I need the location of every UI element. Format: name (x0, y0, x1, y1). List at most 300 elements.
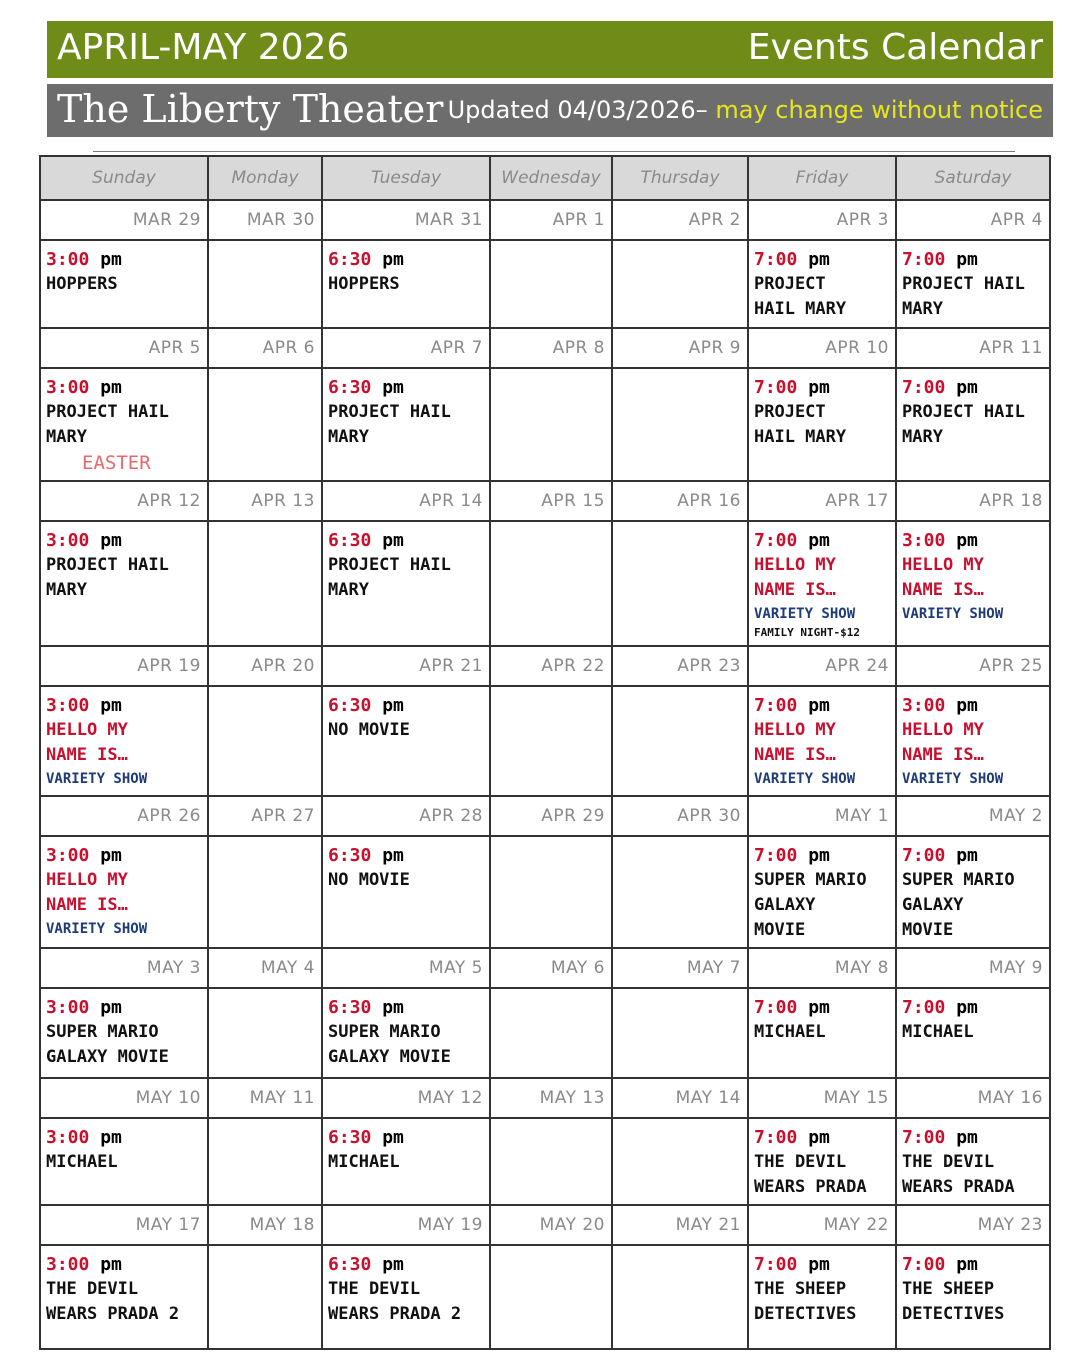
event-title-line: NAME IS… (754, 745, 836, 765)
showtime-ampm: pm (382, 845, 404, 866)
event-title-line: GALAXY (902, 895, 964, 915)
event-cell[interactable] (322, 240, 490, 328)
event-cell[interactable] (322, 836, 490, 948)
date-label: APR 5 (40, 328, 208, 368)
event-cell[interactable] (748, 836, 896, 948)
date-label: APR 6 (208, 328, 322, 368)
showtime (328, 693, 485, 718)
event-title-line: NO MOVIE (328, 870, 410, 890)
showtime (754, 843, 891, 868)
event-title-line: NAME IS… (754, 580, 836, 600)
showtime (754, 247, 891, 272)
date-row (40, 646, 1050, 686)
date-label: APR 11 (896, 328, 1050, 368)
weekday-header: Monday (208, 156, 322, 200)
showtime-ampm: pm (956, 695, 978, 716)
showtime-hour: 7:00 (754, 530, 798, 551)
showtime-ampm: pm (382, 1254, 404, 1275)
event-cell[interactable] (748, 988, 896, 1078)
event-title-line: NAME IS… (902, 745, 984, 765)
date-row (40, 796, 1050, 836)
event-title-line: PROJECT HAIL (902, 402, 1025, 422)
event-cell[interactable] (748, 1245, 896, 1349)
showtime-ampm: pm (100, 249, 122, 270)
showtime (754, 995, 891, 1020)
event-title-line: HOPPERS (46, 274, 118, 294)
showtime-hour: 7:00 (902, 249, 946, 270)
event-row (40, 988, 1050, 1078)
showtime (902, 693, 1045, 718)
showtime (46, 1125, 203, 1150)
event-title-line: GALAXY MOVIE (46, 1047, 169, 1067)
weekday-header: Wednesday (490, 156, 612, 200)
date-label: APR 10 (748, 328, 896, 368)
date-label: MAY 7 (612, 948, 748, 988)
date-label: APR 20 (208, 646, 322, 686)
showtime-ampm: pm (808, 530, 830, 551)
date-label: MAY 20 (490, 1205, 612, 1245)
date-label: APR 4 (896, 200, 1050, 240)
showtime (328, 995, 485, 1020)
date-label: APR 1 (490, 200, 612, 240)
event-title-line: MICHAEL (754, 1022, 826, 1042)
events-calendar (39, 155, 1051, 1350)
event-title-line: MOVIE (902, 920, 954, 940)
empty-day-cell (208, 686, 322, 796)
date-label: MAY 8 (748, 948, 896, 988)
event-title-line: HELLO MY (46, 870, 128, 890)
showtime-hour: 3:00 (46, 530, 90, 551)
event-cell[interactable] (896, 1118, 1050, 1205)
event-title-line: THE SHEEP (902, 1279, 995, 1299)
event-title-line: THE DEVIL (902, 1152, 995, 1172)
date-label: MAR 30 (208, 200, 322, 240)
date-label: MAY 23 (896, 1205, 1050, 1245)
empty-day-cell (490, 686, 612, 796)
event-cell[interactable] (40, 686, 208, 796)
showtime (46, 375, 203, 400)
event-title-line: MICHAEL (46, 1152, 118, 1172)
event-title-line: NAME IS… (46, 895, 128, 915)
date-label: APR 19 (40, 646, 208, 686)
event-subtitle: VARIETY SHOW (46, 921, 148, 937)
date-label: MAR 31 (322, 200, 490, 240)
date-row (40, 481, 1050, 521)
date-label: APR 26 (40, 796, 208, 836)
showtime-ampm: pm (956, 377, 978, 398)
empty-day-cell (612, 521, 748, 646)
date-row (40, 948, 1050, 988)
weekday-header-row (40, 156, 1050, 200)
showtime (46, 843, 203, 868)
venue-name: The Liberty Theater (57, 87, 444, 131)
date-label: APR 21 (322, 646, 490, 686)
showtime-ampm: pm (382, 249, 404, 270)
event-title-line: MICHAEL (902, 1022, 974, 1042)
date-row (40, 328, 1050, 368)
empty-day-cell (208, 368, 322, 481)
showtime (328, 375, 485, 400)
event-cell[interactable] (896, 988, 1050, 1078)
date-label: MAY 4 (208, 948, 322, 988)
holiday-note: EASTER (82, 452, 151, 474)
showtime-hour: 6:30 (328, 530, 372, 551)
showtime-ampm: pm (100, 530, 122, 551)
showtime-ampm: pm (808, 695, 830, 716)
date-label: APR 2 (612, 200, 748, 240)
empty-day-cell (612, 1118, 748, 1205)
showtime-hour: 3:00 (902, 530, 946, 551)
weekday-header: Tuesday (322, 156, 490, 200)
showtime-ampm: pm (100, 377, 122, 398)
event-cell[interactable] (896, 240, 1050, 328)
event-cell[interactable] (896, 836, 1050, 948)
event-title-line: WEARS PRADA (902, 1177, 1015, 1197)
date-label: MAY 22 (748, 1205, 896, 1245)
showtime (328, 843, 485, 868)
date-row (40, 1078, 1050, 1118)
event-title-line: GALAXY MOVIE (328, 1047, 451, 1067)
showtime-ampm: pm (808, 1127, 830, 1148)
event-title-line: HELLO MY (902, 720, 984, 740)
empty-day-cell (208, 1245, 322, 1349)
date-label: APR 25 (896, 646, 1050, 686)
showtime-hour: 3:00 (46, 695, 90, 716)
showtime-hour: 6:30 (328, 1127, 372, 1148)
date-label: APR 8 (490, 328, 612, 368)
showtime-ampm: pm (808, 845, 830, 866)
showtime (328, 528, 485, 553)
event-row (40, 836, 1050, 948)
showtime (902, 375, 1045, 400)
event-cell[interactable] (322, 1245, 490, 1349)
weekday-header: Thursday (612, 156, 748, 200)
showtime (754, 1125, 891, 1150)
showtime (46, 693, 203, 718)
date-label: MAY 13 (490, 1078, 612, 1118)
event-cell[interactable] (896, 686, 1050, 796)
showtime-ampm: pm (808, 997, 830, 1018)
event-title-line: SUPER MARIO (754, 870, 867, 890)
event-subtitle: VARIETY SHOW (46, 771, 148, 787)
event-subtitle: VARIETY SHOW (754, 771, 856, 787)
showtime (754, 375, 891, 400)
event-title-line: DETECTIVES (902, 1304, 1005, 1324)
showtime-ampm: pm (808, 249, 830, 270)
date-label: MAY 3 (40, 948, 208, 988)
empty-day-cell (612, 836, 748, 948)
showtime-hour: 7:00 (754, 997, 798, 1018)
updated-date: Updated 04/03/2026– (447, 96, 716, 124)
date-label: APR 23 (612, 646, 748, 686)
event-subtitle: VARIETY SHOW (902, 771, 1004, 787)
showtime-ampm: pm (808, 377, 830, 398)
event-title-line: THE DEVIL (754, 1152, 847, 1172)
date-label: MAY 1 (748, 796, 896, 836)
event-cell[interactable] (322, 686, 490, 796)
event-title-line: MOVIE (754, 920, 806, 940)
date-label: APR 29 (490, 796, 612, 836)
event-title-line: PROJECT HAIL (46, 555, 169, 575)
showtime-hour: 6:30 (328, 695, 372, 716)
event-title-line: WEARS PRADA 2 (46, 1304, 180, 1324)
date-label: MAY 11 (208, 1078, 322, 1118)
showtime (328, 1252, 485, 1277)
event-cell[interactable] (322, 1118, 490, 1205)
showtime-ampm: pm (382, 530, 404, 551)
date-label: MAY 14 (612, 1078, 748, 1118)
empty-day-cell (490, 521, 612, 646)
event-title-line: WEARS PRADA 2 (328, 1304, 462, 1324)
showtime-ampm: pm (956, 249, 978, 270)
event-cell[interactable] (748, 240, 896, 328)
event-cell[interactable] (40, 1118, 208, 1205)
venue-banner (47, 84, 1053, 137)
date-label: APR 14 (322, 481, 490, 521)
date-label: MAY 18 (208, 1205, 322, 1245)
empty-day-cell (612, 240, 748, 328)
empty-day-cell (208, 988, 322, 1078)
event-title-line: PROJECT (754, 274, 826, 294)
event-row (40, 686, 1050, 796)
event-cell[interactable] (40, 240, 208, 328)
showtime-hour: 3:00 (46, 377, 90, 398)
event-title-line: MARY (902, 299, 943, 319)
showtime-hour: 7:00 (754, 695, 798, 716)
empty-day-cell (612, 988, 748, 1078)
event-title-line: PROJECT (754, 402, 826, 422)
event-title-line: HOPPERS (328, 274, 400, 294)
event-title-line: THE DEVIL (46, 1279, 139, 1299)
empty-day-cell (612, 1245, 748, 1349)
showtime-ampm: pm (808, 1254, 830, 1275)
showtime-hour: 6:30 (328, 249, 372, 270)
weekday-header: Friday (748, 156, 896, 200)
event-row (40, 368, 1050, 481)
event-subtitle: VARIETY SHOW (754, 606, 856, 622)
empty-day-cell (208, 836, 322, 948)
event-cell[interactable] (748, 1118, 896, 1205)
date-label: APR 27 (208, 796, 322, 836)
date-label: MAY 21 (612, 1205, 748, 1245)
showtime-ampm: pm (100, 695, 122, 716)
date-label: MAY 15 (748, 1078, 896, 1118)
event-title-line: PROJECT HAIL (902, 274, 1025, 294)
date-label: MAR 29 (40, 200, 208, 240)
event-price-note: FAMILY NIGHT-$12 (754, 626, 860, 639)
showtime-ampm: pm (382, 695, 404, 716)
event-title-line: NAME IS… (902, 580, 984, 600)
date-row (40, 1205, 1050, 1245)
empty-day-cell (208, 240, 322, 328)
showtime-hour: 7:00 (902, 377, 946, 398)
weekday-header: Sunday (40, 156, 208, 200)
showtime-hour: 6:30 (328, 845, 372, 866)
event-title-line: HELLO MY (754, 720, 836, 740)
event-cell[interactable] (322, 521, 490, 646)
showtime-ampm: pm (956, 845, 978, 866)
event-row (40, 1118, 1050, 1205)
date-label: MAY 16 (896, 1078, 1050, 1118)
event-title-line: MICHAEL (328, 1152, 400, 1172)
showtime-ampm: pm (956, 1254, 978, 1275)
showtime (46, 995, 203, 1020)
showtime-hour: 6:30 (328, 377, 372, 398)
showtime-ampm: pm (956, 1127, 978, 1148)
date-label: MAY 2 (896, 796, 1050, 836)
showtime-ampm: pm (100, 1254, 122, 1275)
showtime-hour: 6:30 (328, 1254, 372, 1275)
event-title-line: MARY (328, 427, 369, 447)
showtime-ampm: pm (382, 1127, 404, 1148)
event-title-line: SUPER MARIO (46, 1022, 159, 1042)
empty-day-cell (490, 1118, 612, 1205)
showtime-hour: 7:00 (902, 1254, 946, 1275)
showtime-hour: 3:00 (46, 845, 90, 866)
event-cell[interactable] (40, 1245, 208, 1349)
event-row (40, 1245, 1050, 1349)
showtime (902, 843, 1045, 868)
event-title-line: WEARS PRADA (754, 1177, 867, 1197)
event-title-line: MARY (46, 427, 87, 447)
showtime-hour: 3:00 (46, 1127, 90, 1148)
showtime (46, 247, 203, 272)
showtime (46, 1252, 203, 1277)
showtime (902, 247, 1045, 272)
date-label: APR 7 (322, 328, 490, 368)
showtime (902, 1252, 1045, 1277)
divider (93, 151, 1015, 152)
showtime-ampm: pm (100, 845, 122, 866)
event-row (40, 240, 1050, 328)
date-label: MAY 19 (322, 1205, 490, 1245)
date-label: MAY 5 (322, 948, 490, 988)
event-title-line: HELLO MY (754, 555, 836, 575)
date-label: MAY 6 (490, 948, 612, 988)
showtime (902, 995, 1045, 1020)
event-cell[interactable] (40, 521, 208, 646)
showtime-ampm: pm (100, 1127, 122, 1148)
showtime (754, 1252, 891, 1277)
event-cell[interactable] (40, 988, 208, 1078)
empty-day-cell (490, 1245, 612, 1349)
showtime-hour: 7:00 (902, 997, 946, 1018)
date-label: MAY 9 (896, 948, 1050, 988)
date-label: APR 15 (490, 481, 612, 521)
calendar-body (40, 200, 1050, 1349)
showtime-hour: 3:00 (46, 249, 90, 270)
event-subtitle: VARIETY SHOW (902, 606, 1004, 622)
showtime (902, 1125, 1045, 1150)
event-row (40, 521, 1050, 646)
date-label: APR 18 (896, 481, 1050, 521)
event-title-line: PROJECT HAIL (46, 402, 169, 422)
showtime-ampm: pm (100, 997, 122, 1018)
showtime-hour: 7:00 (754, 1127, 798, 1148)
date-label: APR 9 (612, 328, 748, 368)
event-cell[interactable] (40, 836, 208, 948)
date-label: MAY 12 (322, 1078, 490, 1118)
showtime (902, 528, 1045, 553)
showtime-ampm: pm (956, 997, 978, 1018)
date-label: APR 13 (208, 481, 322, 521)
empty-day-cell (490, 240, 612, 328)
date-label: APR 28 (322, 796, 490, 836)
showtime-ampm: pm (382, 997, 404, 1018)
event-cell[interactable] (896, 521, 1050, 646)
event-cell[interactable] (896, 1245, 1050, 1349)
event-title-line: NAME IS… (46, 745, 128, 765)
event-title-line: MARY (902, 427, 943, 447)
empty-day-cell (208, 521, 322, 646)
showtime-hour: 3:00 (902, 695, 946, 716)
event-cell[interactable] (748, 686, 896, 796)
showtime (754, 528, 891, 553)
event-title-line: HAIL MARY (754, 299, 847, 319)
event-title-line: DETECTIVES (754, 1304, 857, 1324)
event-title-line: THE SHEEP (754, 1279, 847, 1299)
empty-day-cell (490, 988, 612, 1078)
date-label: APR 16 (612, 481, 748, 521)
calendar-title: Events Calendar (747, 27, 1043, 68)
date-label: APR 12 (40, 481, 208, 521)
event-title-line: MARY (46, 580, 87, 600)
event-title-line: PROJECT HAIL (328, 402, 451, 422)
change-warning: may change without notice (715, 96, 1043, 124)
showtime-hour: 3:00 (46, 997, 90, 1018)
event-title-line: GALAXY (754, 895, 816, 915)
event-cell[interactable] (748, 521, 896, 646)
showtime-hour: 7:00 (754, 377, 798, 398)
showtime-hour: 7:00 (754, 1254, 798, 1275)
date-label: APR 3 (748, 200, 896, 240)
event-title-line: HAIL MARY (754, 427, 847, 447)
showtime-hour: 7:00 (902, 1127, 946, 1148)
showtime (754, 693, 891, 718)
weekday-header: Saturday (896, 156, 1050, 200)
showtime-hour: 7:00 (902, 845, 946, 866)
showtime (328, 247, 485, 272)
showtime-ampm: pm (382, 377, 404, 398)
event-title-line: HELLO MY (46, 720, 128, 740)
showtime (46, 528, 203, 553)
date-label: MAY 10 (40, 1078, 208, 1118)
event-title-line: PROJECT HAIL (328, 555, 451, 575)
date-label: APR 17 (748, 481, 896, 521)
date-label: MAY 17 (40, 1205, 208, 1245)
empty-day-cell (208, 1118, 322, 1205)
event-cell[interactable] (322, 988, 490, 1078)
empty-day-cell (490, 368, 612, 481)
event-cell[interactable] (40, 368, 208, 481)
event-title-line: SUPER MARIO (328, 1022, 441, 1042)
date-label: APR 30 (612, 796, 748, 836)
event-title-line: MARY (328, 580, 369, 600)
season-banner (47, 21, 1053, 78)
showtime-hour: 6:30 (328, 997, 372, 1018)
showtime (328, 1125, 485, 1150)
showtime-hour: 7:00 (754, 845, 798, 866)
date-row (40, 200, 1050, 240)
date-label: APR 22 (490, 646, 612, 686)
event-cell[interactable] (896, 368, 1050, 481)
update-notice (448, 96, 1043, 124)
event-title-line: HELLO MY (902, 555, 984, 575)
event-cell[interactable] (322, 368, 490, 481)
event-cell[interactable] (748, 368, 896, 481)
empty-day-cell (490, 836, 612, 948)
showtime-hour: 3:00 (46, 1254, 90, 1275)
